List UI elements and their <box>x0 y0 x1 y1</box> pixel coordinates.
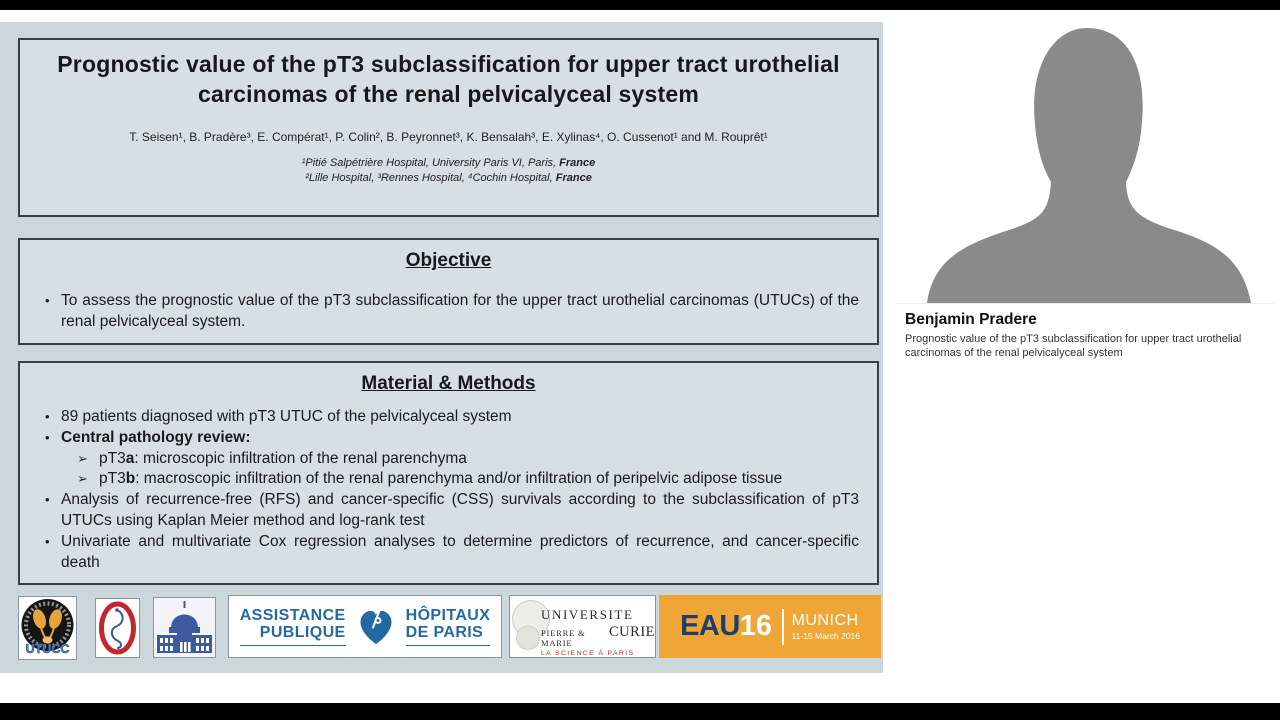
upmc-logo <box>509 595 656 658</box>
bullet-icon: • <box>45 533 50 549</box>
bullet-icon: • <box>45 429 50 445</box>
bullet-icon: • <box>45 492 50 508</box>
methods-bullet-2: • Central pathology review: <box>20 428 877 449</box>
speaker-talk-title: Prognostic value of the pT3 subclassification for upper tract urothelial carcinomas of the renal pelvicalyceal system <box>905 333 1242 359</box>
methods-bullet-3: • Analysis of recurrence-free (RFS) and cancer-specific (CSS) survivals according to the subclassification of pT3 UTUCs using Kaplan Meier method and log-rank test <box>45 491 859 529</box>
bullet-icon: • <box>45 409 50 424</box>
arrow-bullet-icon: ➢ <box>77 450 88 466</box>
eau-divider <box>782 609 784 645</box>
authors-line: T. Seisen¹, B. Pradère³, E. Compérat¹, P. Colin², B. Peyronnet³, K. Bensalah³, E. Xylinas⁴, O. Cussenot¹ and M. Rouprêt¹ <box>129 130 768 144</box>
speaker-photo <box>897 10 1274 304</box>
objective-heading: Objective <box>405 250 492 271</box>
aphp-heart-icon <box>355 605 397 649</box>
poster-slide <box>0 22 883 673</box>
upmc-text: UNIVERSITE PIERRE & MARIE CURIE LA SCIENCE À PARIS <box>541 607 655 657</box>
afu-oval-icon <box>96 599 139 657</box>
aphp-text-right: HÔPITAUX DE PARIS <box>406 607 491 646</box>
svg-text:UTUCC: UTUCC <box>25 642 70 656</box>
hospital-building-logo <box>153 597 216 658</box>
objective-bullet: • To assess the prognostic value of the pT3 subclassification for the upper tract urothelial carcinomas (UTUCs) of the renal pelvicalyceal system. <box>45 292 859 330</box>
eau16-congress-logo: EAU 16 MUNICH 11-15 March 2016 <box>659 595 881 658</box>
aphp-logo <box>228 595 502 658</box>
methods-sub-bullet-a: ➢ pT3a: microscopic infiltration of the renal parenchyma <box>20 449 877 470</box>
slide-title: Prognostic value of the pT3 subclassification for upper tract urothelial carcinomas of the renal pelvicalyceal system <box>57 51 840 107</box>
person-silhouette-icon <box>897 10 1274 303</box>
methods-panel <box>18 361 879 585</box>
upmc-circle-icon <box>516 626 540 650</box>
affiliation-line-1: ¹Pitié Salpétrière Hospital, University Paris VI, Paris, France <box>301 157 596 169</box>
letterbox-bar-bottom <box>0 703 1280 720</box>
letterbox-bar-top <box>0 0 1280 10</box>
speaker-info <box>905 311 1267 360</box>
methods-bullet-4: • Univariate and multivariate Cox regression analyses to determine predictors of recurrence, and cancer-specific death <box>45 532 859 571</box>
affiliations <box>20 156 877 186</box>
eau-city-dates: MUNICH 11-15 March 2016 <box>791 612 860 641</box>
affiliation-line-2: ²Lille Hospital, ³Rennes Hospital, ⁴Cochin Hospital, France <box>305 172 592 184</box>
methods-sub-bullet-b: ➢ pT3b: macroscopic infiltration of the renal parenchyma and/or infiltration of peripelvic adipose tissue <box>20 469 877 490</box>
dome-building-icon <box>154 598 215 657</box>
objective-panel <box>18 238 879 345</box>
utucc-logo <box>18 596 77 660</box>
afu-logo <box>95 598 140 658</box>
speaker-name: Benjamin Pradere <box>905 311 1037 328</box>
methods-heading: Material & Methods <box>361 373 536 394</box>
arrow-bullet-icon: ➢ <box>77 471 88 487</box>
title-panel <box>18 38 879 217</box>
aphp-text-left: ASSISTANCE PUBLIQUE <box>240 607 346 646</box>
methods-bullet-1: • 89 patients diagnosed with pT3 UTUC of the pelvicalyceal system <box>20 407 877 428</box>
content-stage <box>0 10 1280 703</box>
bullet-icon: • <box>45 293 50 308</box>
utucc-kidneys-icon <box>19 597 76 659</box>
